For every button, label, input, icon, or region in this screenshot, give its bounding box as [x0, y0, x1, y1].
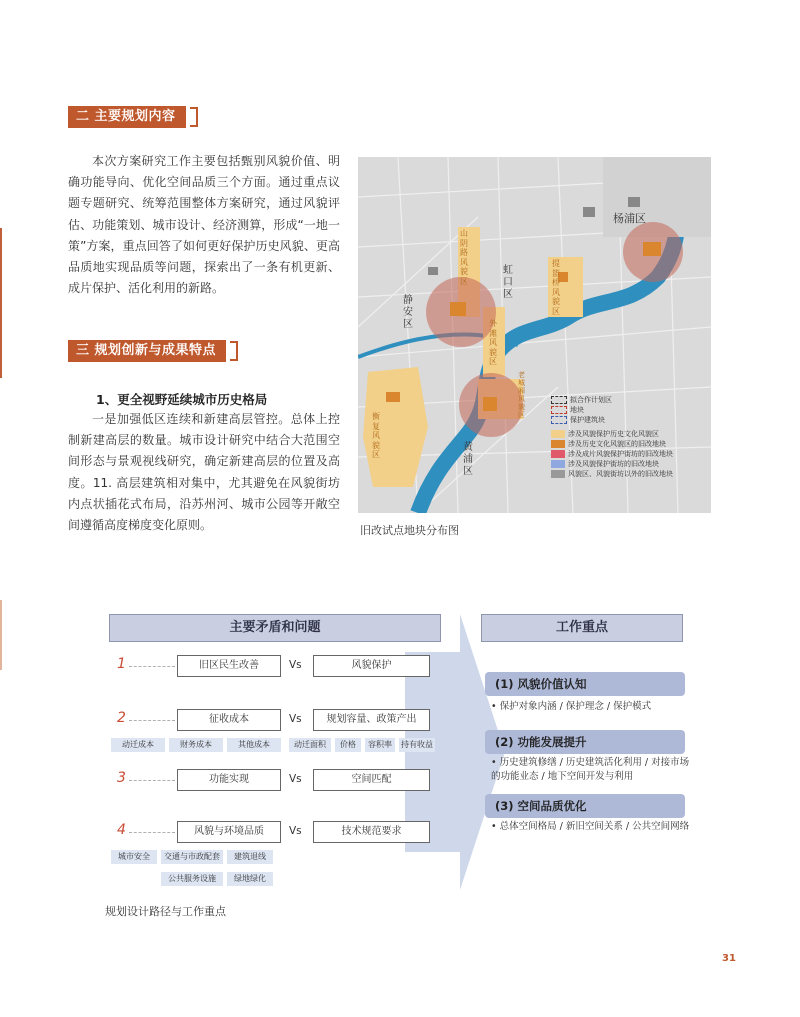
issue-right: 风貌保护 [313, 655, 430, 677]
section3-subhead: 1、更全视野延续城市历史格局 [96, 392, 268, 407]
map-caption: 旧改试点地块分布图 [360, 524, 459, 537]
label-hengfu: 衡复风貌区 [372, 412, 380, 459]
row-number: 1 [117, 656, 126, 672]
tag: 城市安全 [111, 850, 157, 864]
legend-item: 风貌区、风貌街坊以外的旧改地块 [568, 470, 673, 478]
work-header: (1) 风貌价值认知 [485, 672, 685, 696]
issue-left: 功能实现 [177, 769, 281, 791]
issue-right: 规划容量、政策产出 [313, 709, 430, 731]
dash-line [129, 780, 175, 781]
issue-right: 技术规范要求 [313, 821, 430, 843]
dash-line [129, 720, 175, 721]
left-accent-bar [0, 228, 2, 378]
vs-label: Vs [289, 825, 302, 837]
legend-item: 涉及风貌保护街坊的旧改地块 [568, 460, 659, 468]
tag: 财务成本 [169, 738, 223, 752]
map-legend [551, 395, 706, 479]
vs-label: Vs [289, 659, 302, 671]
issue-left: 征收成本 [177, 709, 281, 731]
tag: 建筑退线 [227, 850, 273, 864]
left-header: 主要矛盾和问题 [109, 614, 441, 642]
tag: 持有收益 [399, 738, 435, 752]
work-text: • 总体空间格局 / 新旧空间关系 / 公共空间网络 [491, 821, 690, 832]
tag: 价格 [335, 738, 361, 752]
label-jingan: 静安区 [403, 295, 413, 330]
legend-item: 地块 [570, 406, 584, 414]
issue-left: 旧区民生改善 [177, 655, 281, 677]
tag: 动迁面积 [289, 738, 331, 752]
page-number: 31 [722, 953, 736, 964]
tag: 容积率 [365, 738, 395, 752]
row-number: 2 [117, 710, 126, 726]
tag: 绿地绿化 [227, 872, 273, 886]
legend-item: 涉及风貌保护历史文化风貌区 [568, 430, 659, 438]
legend-item: 保护建筑块 [570, 416, 605, 424]
work-text: • 历史建筑修缮 / 历史建筑活化利用 / 对接市场的功能业态 / 地下空间开发与利用 [491, 757, 690, 782]
vs-label: Vs [289, 773, 302, 785]
section2-body: 本次方案研究工作主要包括甄别风貌价值、明确功能导向、优化空间品质三个方面。通过重点议题专题研究、统筹范围整体方案研究，通过风貌评估、功能策划、城市设计、经济测算，形成“一地一策”方案，重点回答了如何更好保护历史风貌、更高品质地实现品质等问题，探索出了一条有机更新、成片保护、活化利用的新路。 [68, 154, 340, 296]
vs-label: Vs [289, 713, 302, 725]
tag: 公共服务设施 [161, 872, 223, 886]
left-accent-bar-lower [0, 600, 2, 670]
label-laochengxiang: 老城厢风貌区 [518, 371, 525, 419]
section3-body: 一是加强低区连续和新建高层管控。总体上控制新建高层的数量。城市设计研究中结合大范围空间形态与景观视线研究，确定新建高层的位置及高度。11. 高层建筑相对集中，尤其避免在风貌街坊内点状插花式布局，沿苏州河、城市公园等开敞空间遵循高度梯度变化原则。 [68, 412, 340, 533]
label-yangpu: 杨浦区 [613, 212, 646, 225]
diagram-caption: 规划设计路径与工作重点 [105, 905, 226, 918]
legend-item: 涉及历史文化风貌区的旧改地块 [568, 440, 666, 448]
district-map [358, 157, 711, 513]
label-shanyin: 山阴路风貌区 [460, 229, 468, 286]
label-huangpu: 黄浦区 [463, 442, 473, 477]
tag: 其他成本 [227, 738, 281, 752]
issue-left: 风貌与环境品质 [177, 821, 281, 843]
legend-item: 拟合作计划区 [570, 396, 612, 404]
planning-diagram [105, 612, 695, 902]
legend-item: 涉及成片风貌保护街坊的旧改地块 [568, 450, 673, 458]
section3-heading [68, 340, 238, 362]
label-hongkou: 虹口区 [503, 265, 513, 300]
work-text: • 保护对象内涵 / 保护理念 / 保护模式 [491, 701, 652, 712]
heading-bracket [230, 341, 238, 361]
dash-line [129, 666, 175, 667]
section2-title: 二 主要规划内容 [68, 106, 186, 128]
tag: 动迁成本 [111, 738, 165, 752]
label-tilanqiao: 提篮桥风貌区 [552, 259, 560, 316]
work-header: (2) 功能发展提升 [485, 730, 685, 754]
section3-title: 三 规划创新与成果特点 [68, 340, 226, 362]
row-number: 4 [117, 822, 126, 838]
row-number: 3 [117, 770, 126, 786]
section2-heading [68, 106, 198, 128]
label-waitan: 外滩风貌区 [489, 319, 497, 366]
heading-bracket [190, 107, 198, 127]
issue-right: 空间匹配 [313, 769, 430, 791]
dash-line [129, 832, 175, 833]
tag: 交通与市政配套 [161, 850, 223, 864]
work-header: (3) 空间品质优化 [485, 794, 685, 818]
right-header: 工作重点 [481, 614, 683, 642]
